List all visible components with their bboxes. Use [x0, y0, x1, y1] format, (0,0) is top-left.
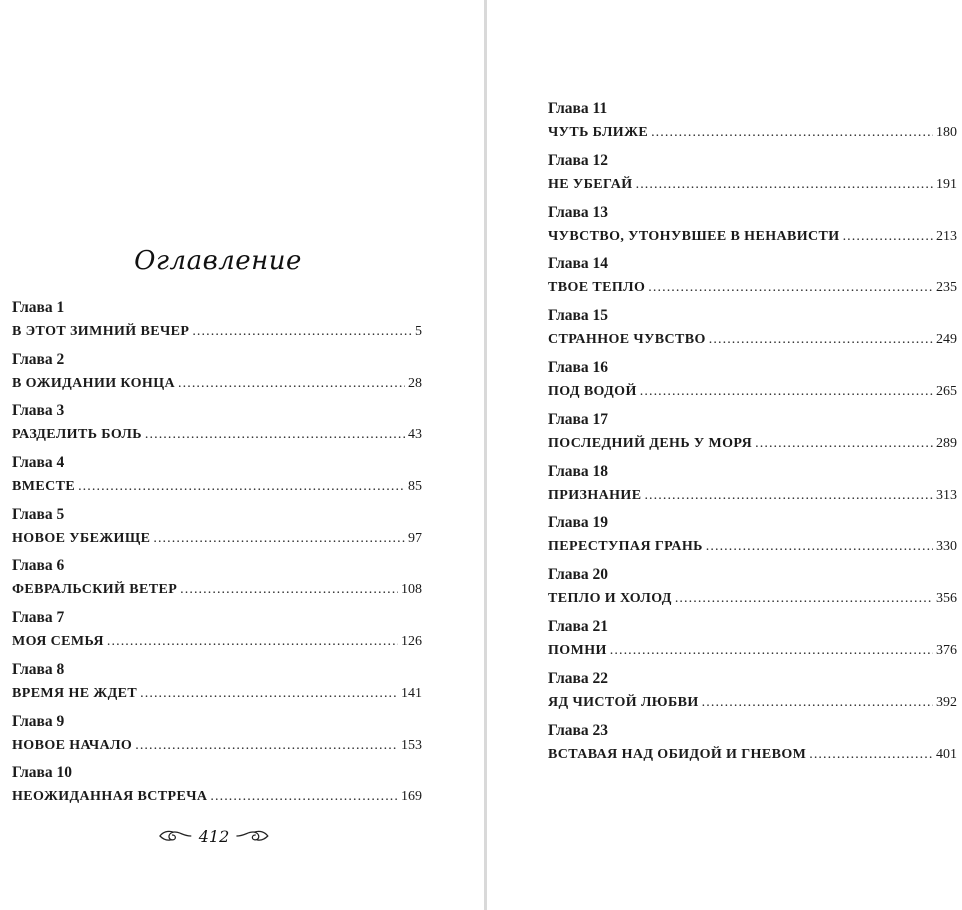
chapter-line	[548, 432, 957, 456]
chapter-title: НОВОЕ УБЕЖИЩЕ	[12, 530, 151, 546]
chapter-label: Глава 17	[548, 410, 609, 428]
chapter-line	[12, 320, 422, 344]
toc-entry[interactable]	[548, 201, 957, 253]
dot-leader	[610, 639, 933, 663]
chapter-label: Глава 2	[12, 350, 65, 368]
chapter-title: ФЕВРАЛЬСКИЙ ВЕТЕР	[12, 582, 178, 598]
chapter-line	[548, 639, 957, 663]
chapter-label: Глава 12	[548, 151, 609, 169]
chapter-label: Глава 11	[548, 100, 608, 117]
toc-entry[interactable]	[12, 761, 422, 813]
chapter-page-number: 153	[401, 737, 422, 753]
chapter-line	[548, 587, 957, 611]
chapter-page-number: 191	[936, 176, 957, 192]
toc-title: Оглавление	[134, 246, 302, 276]
chapter-title: ПРИЗНАНИЕ	[548, 487, 642, 503]
chapter-title: ПОД ВОДОЙ	[548, 383, 637, 399]
chapter-title: ПОМНИ	[548, 642, 607, 658]
toc-entry[interactable]	[548, 408, 957, 460]
chapter-title: ТВОЕ ТЕПЛО	[548, 280, 646, 296]
chapter-page-number: 376	[936, 642, 957, 658]
chapter-label: Глава 19	[548, 514, 609, 532]
chapter-title: РАЗДЕЛИТЬ БОЛЬ	[12, 427, 142, 443]
dot-leader	[180, 578, 398, 602]
chapter-label: Глава 5	[12, 505, 65, 523]
chapter-line	[12, 630, 422, 654]
chapter-label: Глава 7	[12, 609, 65, 627]
chapter-label: Глава 18	[548, 462, 609, 480]
chapter-label: Глава 16	[548, 358, 609, 376]
dot-leader	[192, 320, 412, 344]
chapter-line	[548, 121, 957, 145]
dot-leader	[651, 121, 933, 145]
flourish-left-icon	[158, 827, 193, 845]
dot-leader	[636, 173, 933, 197]
toc-entry[interactable]	[12, 503, 422, 555]
chapter-label: Глава 3	[12, 402, 65, 420]
toc-entry[interactable]	[548, 356, 957, 408]
chapter-title: В ЭТОТ ЗИМНИЙ ВЕЧЕР	[12, 324, 190, 339]
chapter-page-number: 313	[936, 487, 957, 503]
chapter-title: ВРЕМЯ НЕ ЖДЕТ	[12, 685, 138, 701]
toc-entry[interactable]	[12, 451, 422, 503]
toc-entry[interactable]	[548, 667, 957, 719]
chapter-page-number: 235	[936, 280, 957, 296]
dot-leader	[644, 484, 933, 508]
chapter-title: НЕОЖИДАННАЯ ВСТРЕЧА	[12, 789, 208, 805]
chapter-label: Глава 21	[548, 617, 609, 635]
chapter-label: Глава 13	[548, 203, 609, 221]
toc-entry[interactable]	[548, 149, 957, 201]
chapter-page-number: 43	[408, 427, 422, 443]
page-folio	[158, 823, 270, 849]
chapter-page-number: 213	[936, 228, 957, 244]
chapter-line	[548, 225, 957, 249]
chapter-label: Глава 10	[12, 764, 73, 782]
toc-entry[interactable]	[548, 511, 957, 563]
chapter-label: Глава 8	[12, 660, 65, 678]
chapter-title: ЧУВСТВО, УТОНУВШЕЕ В НЕНАВИСТИ	[548, 228, 840, 244]
chapter-line	[548, 691, 957, 715]
dot-leader	[78, 475, 405, 499]
chapter-line	[548, 535, 957, 559]
chapter-title: ТЕПЛО И ХОЛОД	[548, 591, 672, 607]
chapter-label: Глава 4	[12, 454, 65, 472]
chapter-page-number: 392	[936, 694, 957, 710]
toc-entry[interactable]	[12, 554, 422, 606]
toc-entry[interactable]	[548, 719, 957, 771]
chapter-title: ПЕРЕСТУПАЯ ГРАНЬ	[548, 539, 703, 555]
chapter-label: Глава 1	[12, 299, 65, 316]
dot-leader	[153, 527, 405, 551]
chapter-title: СТРАННОЕ ЧУВСТВО	[548, 332, 706, 348]
chapter-line	[548, 743, 957, 767]
dot-leader	[640, 380, 933, 404]
chapter-line	[12, 423, 422, 447]
right-page	[487, 0, 962, 910]
chapter-page-number: 126	[401, 634, 422, 650]
chapter-label: Глава 20	[548, 566, 609, 584]
dot-leader	[107, 630, 398, 654]
dot-leader	[178, 372, 405, 396]
chapter-line	[12, 785, 422, 809]
toc-entry[interactable]	[12, 399, 422, 451]
chapter-title: НЕ УБЕГАЙ	[548, 176, 633, 192]
chapter-page-number: 97	[408, 530, 422, 546]
dot-leader	[755, 432, 933, 456]
chapter-title: ПОСЛЕДНИЙ ДЕНЬ У МОРЯ	[548, 435, 753, 451]
toc-entry[interactable]	[548, 97, 957, 149]
dot-leader	[135, 734, 398, 758]
flourish-right-icon	[235, 827, 270, 845]
chapter-line	[12, 682, 422, 706]
toc-entry[interactable]	[548, 460, 957, 512]
toc-entry[interactable]	[548, 304, 957, 356]
chapter-title: В ОЖИДАНИИ КОНЦА	[12, 375, 176, 391]
chapter-page-number: 249	[936, 332, 957, 348]
chapter-line	[12, 372, 422, 396]
page-number: 412	[198, 826, 230, 846]
chapter-title: НОВОЕ НАЧАЛО	[12, 737, 133, 753]
chapter-title: ЯД ЧИСТОЙ ЛЮБВИ	[548, 694, 699, 710]
toc-list-right	[548, 97, 957, 770]
chapter-title: МОЯ СЕМЬЯ	[12, 634, 104, 650]
dot-leader	[706, 535, 933, 559]
chapter-label: Глава 9	[12, 712, 65, 730]
toc-list-left	[12, 296, 422, 813]
chapter-title: ЧУТЬ БЛИЖЕ	[548, 125, 649, 140]
dot-leader	[675, 587, 933, 611]
toc-entry[interactable]	[12, 606, 422, 658]
chapter-line	[12, 475, 422, 499]
chapter-page-number: 289	[936, 435, 957, 451]
chapter-line	[548, 276, 957, 300]
chapter-page-number: 180	[936, 125, 957, 140]
dot-leader	[140, 682, 398, 706]
chapter-line	[548, 484, 957, 508]
chapter-label: Глава 22	[548, 669, 609, 687]
chapter-line	[12, 527, 422, 551]
chapter-title: ВМЕСТЕ	[12, 479, 76, 495]
dot-leader	[809, 743, 933, 767]
chapter-page-number: 265	[936, 383, 957, 399]
dot-leader	[709, 328, 933, 352]
toc-entry[interactable]	[12, 710, 422, 762]
chapter-page-number: 141	[401, 685, 422, 701]
chapter-line	[12, 578, 422, 602]
chapter-title: ВСТАВАЯ НАД ОБИДОЙ И ГНЕВОМ	[548, 746, 807, 762]
chapter-page-number: 169	[401, 789, 422, 805]
chapter-label: Глава 23	[548, 721, 609, 739]
chapter-page-number: 28	[408, 375, 422, 391]
chapter-label: Глава 15	[548, 307, 609, 325]
chapter-page-number: 330	[936, 539, 957, 555]
dot-leader	[702, 691, 933, 715]
chapter-line	[548, 328, 957, 352]
toc-entry[interactable]	[548, 615, 957, 667]
toc-entry[interactable]	[548, 563, 957, 615]
chapter-line	[548, 173, 957, 197]
chapter-page-number: 108	[401, 582, 422, 598]
toc-entry[interactable]	[12, 296, 422, 348]
chapter-line	[548, 380, 957, 404]
chapter-line	[12, 734, 422, 758]
toc-entry[interactable]	[12, 348, 422, 400]
chapter-page-number: 85	[408, 479, 422, 495]
chapter-label: Глава 14	[548, 255, 609, 273]
dot-leader	[843, 225, 933, 249]
chapter-label: Глава 6	[12, 557, 65, 575]
chapter-page-number: 356	[936, 591, 957, 607]
toc-entry[interactable]	[12, 658, 422, 710]
toc-entry[interactable]	[548, 252, 957, 304]
chapter-page-number: 401	[936, 746, 957, 762]
dot-leader	[210, 785, 398, 809]
chapter-page-number: 5	[415, 324, 422, 339]
dot-leader	[648, 276, 933, 300]
dot-leader	[145, 423, 405, 447]
